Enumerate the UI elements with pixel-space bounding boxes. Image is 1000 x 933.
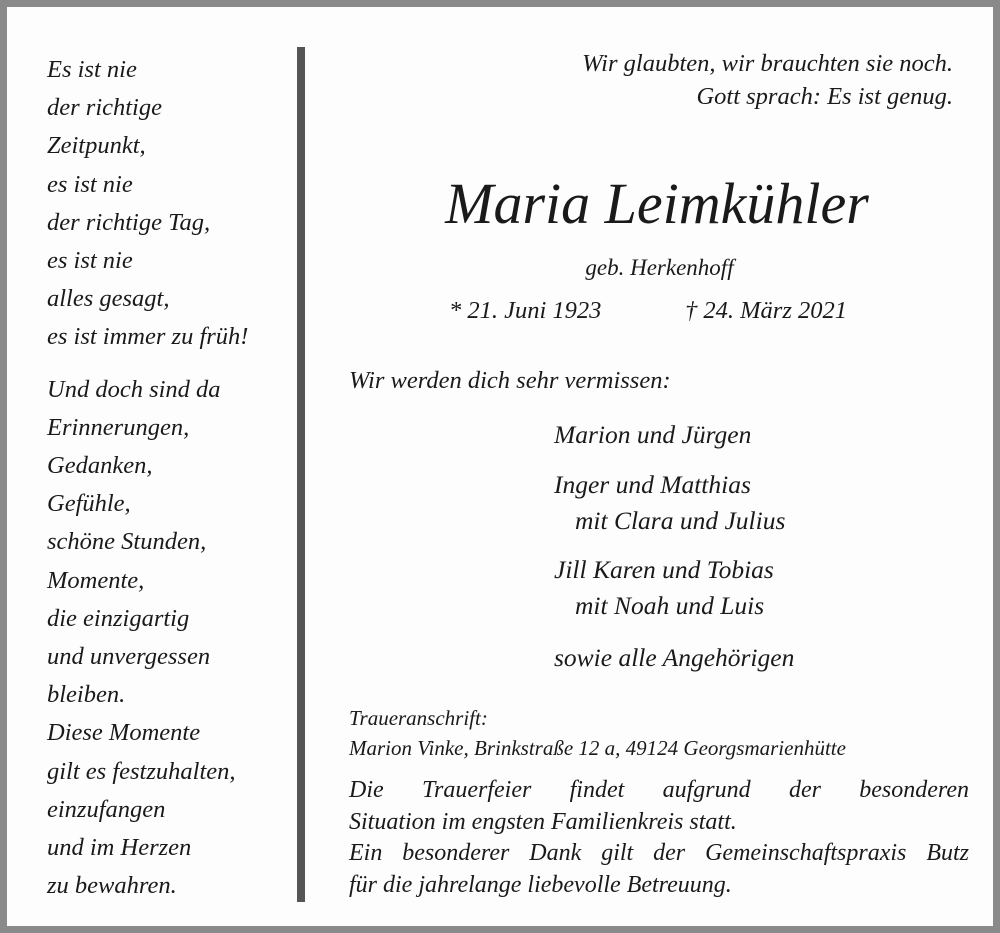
- death-date: † 24. März 2021: [685, 297, 847, 324]
- mourner-line: sowie alle Angehörigen: [554, 643, 795, 672]
- mourner-line: Inger und Matthias: [554, 470, 751, 499]
- address-value: Marion Vinke, Brinkstraße 12 a, 49124 Georgsmarienhütte: [349, 736, 846, 760]
- poem-line: der richtige: [47, 94, 162, 122]
- poem: [47, 51, 292, 905]
- poem-stanza-1: [47, 51, 292, 357]
- deceased-name: Maria Leimkühler: [445, 171, 869, 236]
- poem-line: es ist nie: [47, 247, 133, 275]
- poem-line: Gefühle,: [47, 490, 131, 518]
- notice-line: Situation im engsten Familienkreis statt.: [349, 808, 737, 835]
- mourner-line: Marion und Jürgen: [554, 420, 752, 449]
- mourner-line: Jill Karen und Tobias: [554, 555, 774, 584]
- mourner-line: mit Noah und Luis: [575, 590, 765, 620]
- poem-line: einzufangen: [47, 795, 166, 823]
- birth-name: geb. Herkenhoff: [585, 255, 734, 280]
- address-label: Traueranschrift:: [349, 706, 488, 730]
- poem-line: die einzigartig: [47, 604, 190, 632]
- funeral-notice: [349, 775, 969, 901]
- poem-line: zu bewahren.: [47, 872, 177, 900]
- poem-line: und unvergessen: [47, 643, 211, 671]
- mourners-intro: Wir werden dich sehr vermissen:: [349, 367, 671, 394]
- poem-line: es ist nie: [47, 170, 133, 198]
- poem-line: Und doch sind da: [47, 375, 221, 403]
- poem-line: und im Herzen: [47, 834, 192, 862]
- poem-line: es ist immer zu früh!: [47, 323, 249, 351]
- mourner-group-3: [554, 552, 774, 623]
- mourner-group-1: [554, 417, 751, 453]
- motto: [582, 47, 953, 113]
- poem-line: Diese Momente: [47, 719, 201, 747]
- vertical-divider: [297, 47, 305, 902]
- mourner-group-2: [554, 467, 785, 538]
- mourning-address: [349, 703, 846, 763]
- poem-line: schöne Stunden,: [47, 528, 207, 556]
- notice-line: Ein besonderer Dank gilt der Gemeinschaftspraxis Butz: [349, 840, 969, 866]
- poem-line: Es ist nie: [47, 56, 137, 83]
- birth-date: * 21. Juni 1923: [449, 297, 602, 324]
- mourner-group-4: [554, 640, 794, 676]
- poem-line: Erinnerungen,: [47, 413, 190, 441]
- poem-line: der richtige Tag,: [47, 208, 211, 236]
- poem-line: bleiben.: [47, 681, 126, 709]
- motto-line-1: Wir glaubten, wir brauchten sie noch.: [582, 50, 953, 77]
- poem-stanza-2: [47, 371, 292, 906]
- poem-line: Gedanken,: [47, 452, 153, 480]
- poem-line: gilt es festzuhalten,: [47, 757, 236, 785]
- poem-line: alles gesagt,: [47, 285, 170, 313]
- motto-line-2: Gott sprach: Es ist genug.: [696, 83, 953, 110]
- notice-line: Die Trauerfeier findet aufgrund der besonderen: [349, 777, 969, 803]
- notice-line: für die jahrelange liebevolle Betreuung.: [349, 871, 732, 898]
- poem-line: Zeitpunkt,: [47, 132, 146, 160]
- mourner-line: mit Clara und Julius: [575, 505, 786, 535]
- poem-line: Momente,: [47, 566, 145, 594]
